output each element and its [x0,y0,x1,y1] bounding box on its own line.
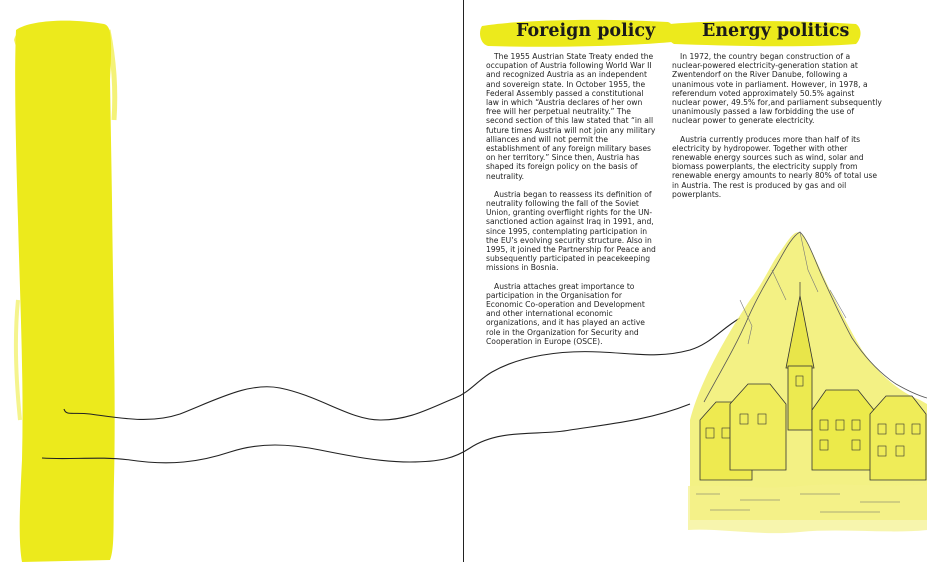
foreign-policy-title: Foreign policy [516,21,656,41]
energy-politics-heading-block [672,14,882,50]
energy-politics-section [672,14,882,208]
energy-politics-title: Energy politics [702,21,850,41]
energy-politics-paragraph: In 1972, the country began construction of a nuclear-powered electricity-generation station at Zwentendorf on the River Danube, following a unanimous vote in parliament. However, in 1978, a referendum voted approximately 50.5% against nuclear power, 49.5% for,and parliament subsequently unanimously passed a law forbidding the use of nuclear power to generate electricity. [672,52,882,126]
foreign-policy-heading-block [486,14,656,50]
foreign-policy-paragraph: The 1955 Austrian State Treaty ended the occupation of Austria following World War II and recognized Austria as an independent and sovereign state. In October 1955, the Federal Assembly passed a constitutional law in which “Austria declares of her own free will her perpetual neutrality.” The second section of this law stated that “in all future times Austria will not join any military alliances and will not permit the establishment of any foreign military bases on her territory.” Since then, Austria has shaped its foreign policy on the basis of neutrality. [486,52,656,181]
energy-politics-paragraph: Austria currently produces more than half of its electricity by hydropower. Together with other renewable energy sources such as wind, solar and biomass powerplants, the electricity supply from renewable energy amounts to nearly 80% of total use in Austria. The rest is produced by gas and oil powerplants. [672,134,878,199]
foreign-policy-paragraph: Austria began to reassess its definition of neutrality following the fall of the Soviet Union, granting overflight rights for the UN-sanctioned action against Iraq in 1991, and, since 1995, contemplating participation in the EU’s evolving security structure. Also in 1995, it joined the Partnership for Peace and subsequently participated in peacekeeping missions in Bosnia. [486,189,656,273]
page-gutter [463,0,464,562]
foreign-policy-section [486,14,656,355]
foreign-policy-paragraph: Austria attaches great importance to participation in the Organisation for Economic Co-operation and Development and other international economic organizations, and it has played an active role in the Organization for Security and Cooperation in Europe (OSCE). [486,281,645,346]
